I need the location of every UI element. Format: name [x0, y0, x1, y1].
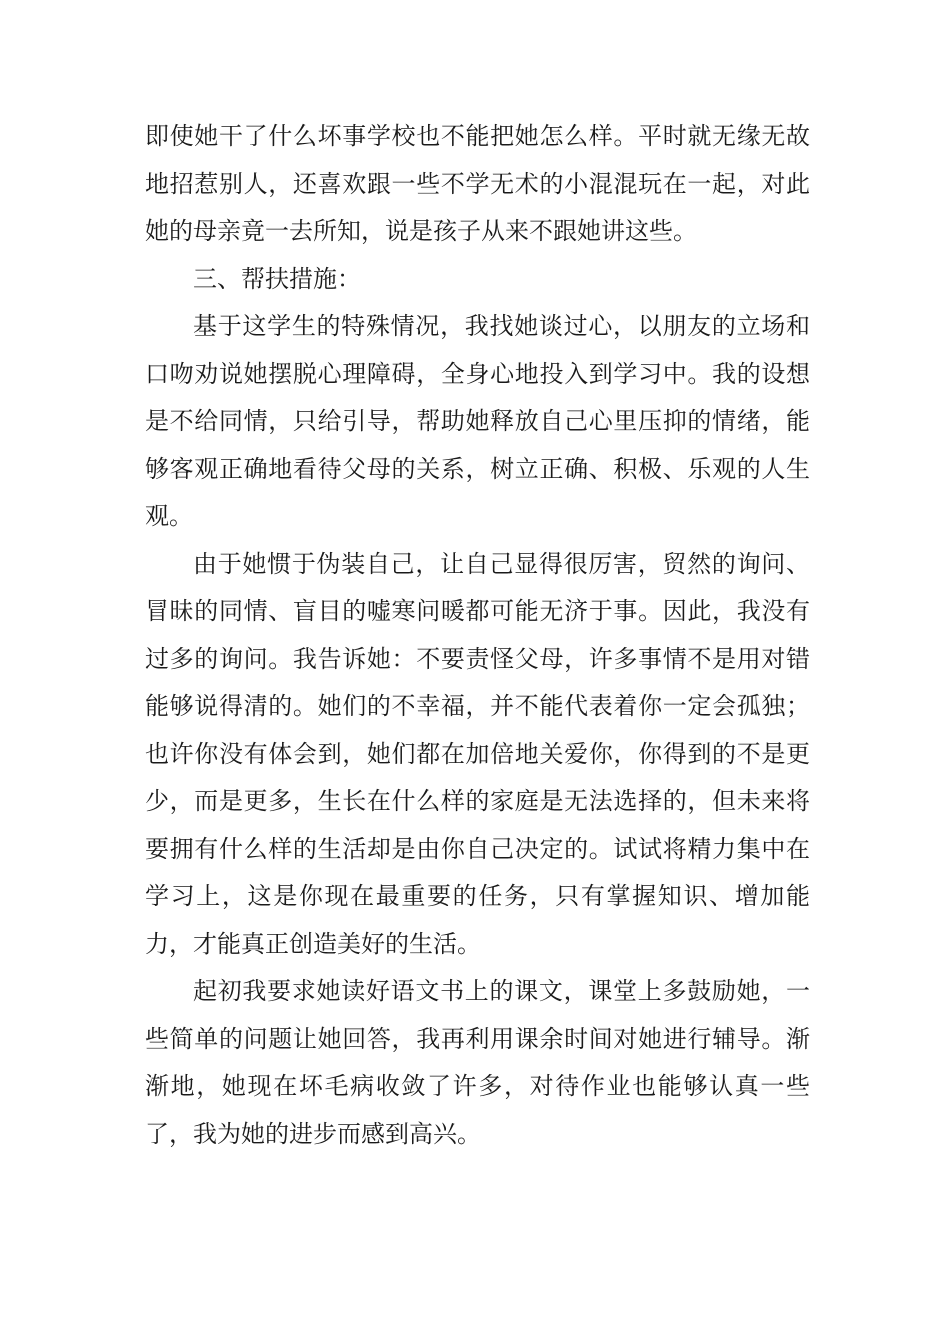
paragraph-continuation: 即使她干了什么坏事学校也不能把她怎么样。平时就无缘无故地招惹别人，还喜欢跟一些不学无术的小混混玩在一起，对此她的母亲竟一去所知，说是孩子从来不跟她讲这些。 [145, 122, 810, 245]
paragraph-progress: 起初我要求她读好语文书上的课文，课堂上多鼓励她，一些简单的问题让她回答，我再利用课余时间对她进行辅导。渐渐地，她现在坏毛病收敛了许多，对待作业也能够认真一些了，我为她的进步而感到高兴。 [145, 977, 810, 1148]
section-heading-assistance-measures: 三、帮扶措施： [193, 264, 361, 293]
document-body [145, 113, 810, 1158]
paragraph-conversation: 由于她惯于伪装自己，让自己显得很厉害，贸然的询问、冒昧的同情、盲目的嘘寒问暖都可能无济于事。因此，我没有过多的询问。我告诉她：不要责怪父母，许多事情不是用对错能够说得清的。她们的不幸福，并不能代表着你一定会孤独；也许你没有体会到，她们都在加倍地关爱你，你得到的不是更少，而是更多，生长在什么样的家庭是无法选择的，但未来将要拥有什么样的生活却是由你自己决定的。试试将精力集中在学习上，这是你现在最重要的任务，只有掌握知识、增加能力，才能真正创造美好的生活。 [145, 549, 810, 958]
paragraph-approach: 基于这学生的特殊情况，我找她谈过心，以朋友的立场和口吻劝说她摆脱心理障碍，全身心地投入到学习中。我的设想是不给同情，只给引导，帮助她释放自己心里压抑的情绪，能够客观正确地看待父母的关系，树立正确、积极、乐观的人生观。 [145, 312, 810, 530]
